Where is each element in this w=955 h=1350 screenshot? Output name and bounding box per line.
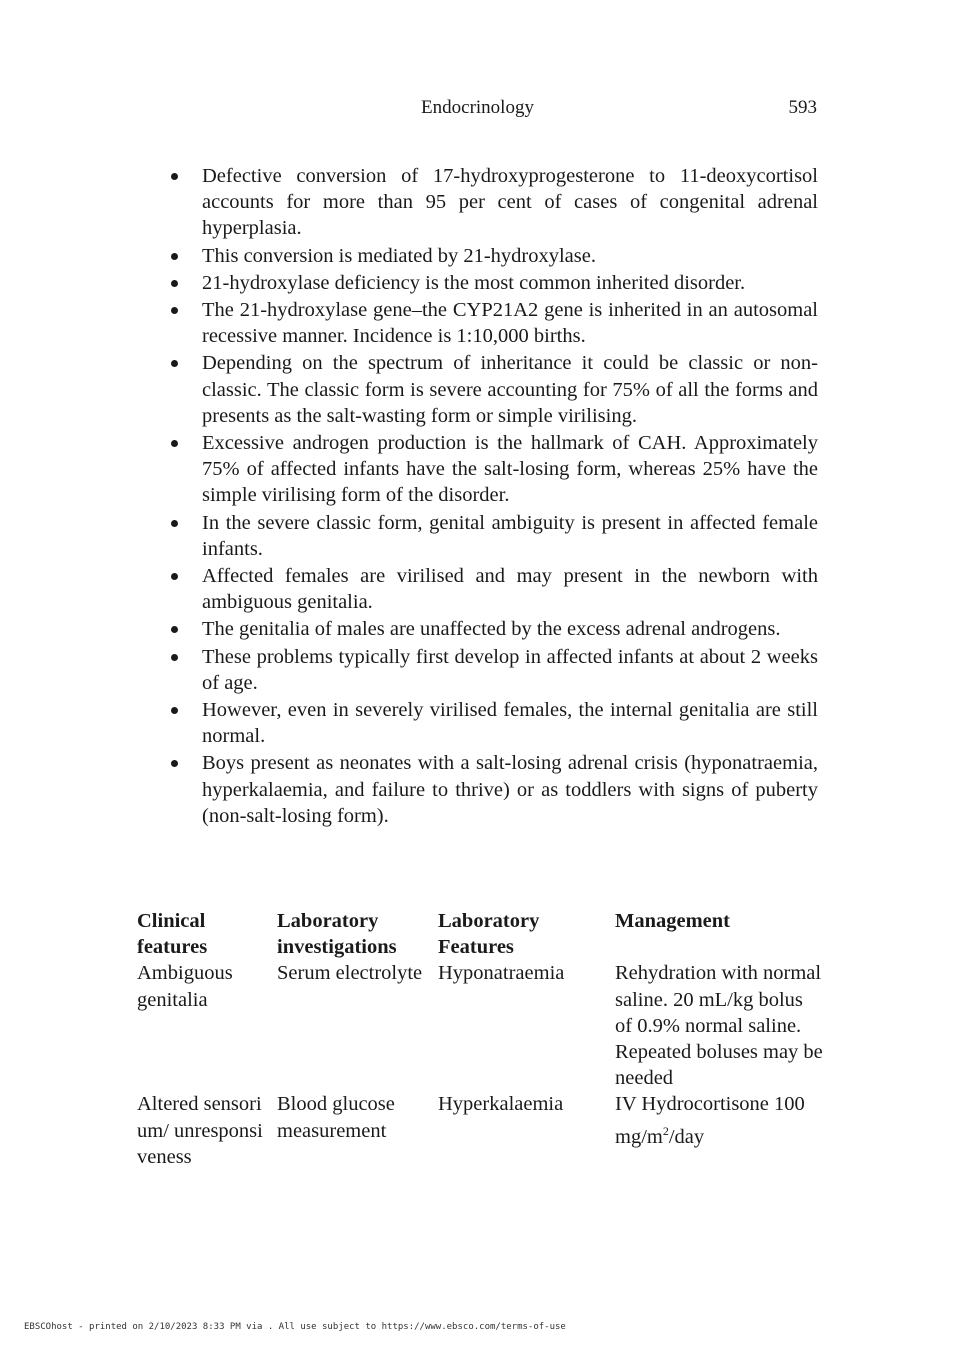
bullet-item <box>168 270 818 296</box>
bullet-icon <box>171 280 178 287</box>
bullet-text: Affected females are virilised and may present in the newborn with ambiguous genitalia. <box>202 565 818 614</box>
header-laboratory-investigations: Laboratory investigations <box>277 910 397 959</box>
bullet-item <box>168 430 818 509</box>
bullet-text: The genitalia of males are unaffected by the excess adrenal androgens. <box>202 618 781 641</box>
header-management: Management <box>615 910 731 932</box>
bullet-icon <box>171 307 178 314</box>
cell-management: Rehydration with normal saline. 20 mL/kg bolus of 0.9% normal saline. Repeated boluses may be needed <box>615 962 823 1090</box>
bullet-icon <box>171 707 178 714</box>
running-header-title: Endocrinology <box>421 97 534 118</box>
bullet-icon <box>171 253 178 260</box>
bullet-text: These problems typically first develop in affected infants at about 2 weeks of age. <box>202 645 818 694</box>
bullet-icon <box>171 654 178 661</box>
cell-feature: Hyponatraemia <box>438 962 565 985</box>
bullet-item <box>168 350 818 429</box>
bullet-list <box>168 163 818 830</box>
bullet-icon <box>171 520 178 527</box>
bullet-item <box>168 644 818 696</box>
cell-clinical: Altered sensorium/ unresponsiveness <box>137 1093 263 1168</box>
cell-management <box>612 1091 829 1170</box>
bullet-item <box>168 297 818 349</box>
bullet-text: This conversion is mediated by 21-hydroxylase. <box>202 244 596 267</box>
bullet-item <box>168 563 818 615</box>
cell-investigation: Serum electrolyte <box>277 962 423 985</box>
superscript-two: 2 <box>662 1123 669 1138</box>
print-footer: EBSCOhost - printed on 2/10/2023 8:33 PM via . All use subject to https://www.ebsco.com/terms-of-use <box>24 1322 566 1332</box>
bullet-item <box>168 616 818 642</box>
bullet-icon <box>171 440 178 447</box>
bullet-icon <box>171 573 178 580</box>
table-row <box>134 1091 829 1170</box>
bullet-item <box>168 163 818 242</box>
bullet-icon <box>171 626 178 633</box>
bullet-text: However, even in severely virilised females, the internal genitalia are still normal. <box>202 699 818 748</box>
cell-clinical: Ambiguous genitalia <box>137 962 233 1011</box>
bullet-icon <box>171 360 178 367</box>
bullet-text: Boys present as neonates with a salt-losing adrenal crisis (hyponatraemia, hyperkalaemia, and failure to thrive) or as toddlers with signs of puberty (non-salt-losing form). <box>202 752 818 827</box>
bullet-text: The 21-hydroxylase gene–the CYP21A2 gene is inherited in an autosomal recessive manner. Incidence is 1:10,000 births. <box>202 299 818 348</box>
cell-investigation: Blood glucose measurement <box>277 1093 395 1142</box>
header-laboratory-features: Laboratory Features <box>438 910 540 959</box>
bullet-icon <box>171 760 178 767</box>
management-unit-suffix: /day <box>668 1125 705 1148</box>
bullet-item <box>168 510 818 562</box>
bullet-text: 21-hydroxylase deficiency is the most common inherited disorder. <box>202 271 746 294</box>
bullet-text: Excessive androgen production is the hallmark of CAH. Approximately 75% of affected infants have the salt-losing form, whereas 25% have the simple virilising form of the disorder. <box>202 432 818 507</box>
bullet-text: Defective conversion of 17-hydroxyprogesterone to 11-deoxycortisol accounts for more than 95 per cent of cases of congenital adrenal hyperplasia. <box>202 165 818 240</box>
bullet-item <box>168 697 818 749</box>
bullet-item <box>168 750 818 829</box>
management-text: IV Hydrocortisone 100 mg/m <box>615 1093 805 1148</box>
page-number: 593 <box>788 97 817 118</box>
table-row <box>134 960 829 1091</box>
bullet-item <box>168 243 818 269</box>
table-header-row <box>134 908 829 960</box>
bullet-text: In the severe classic form, genital ambiguity is present in affected female infants. <box>202 511 818 560</box>
bullet-icon <box>171 173 178 180</box>
bullet-text: Depending on the spectrum of inheritance it could be classic or non-classic. The classic form is severe accounting for 75% of all the forms and presents as the salt-wasting form or simple virilising. <box>202 352 818 427</box>
cah-management-table <box>134 908 829 1170</box>
header-clinical-features: Clinical features <box>137 910 208 959</box>
cell-feature: Hyperkalaemia <box>438 1093 564 1116</box>
